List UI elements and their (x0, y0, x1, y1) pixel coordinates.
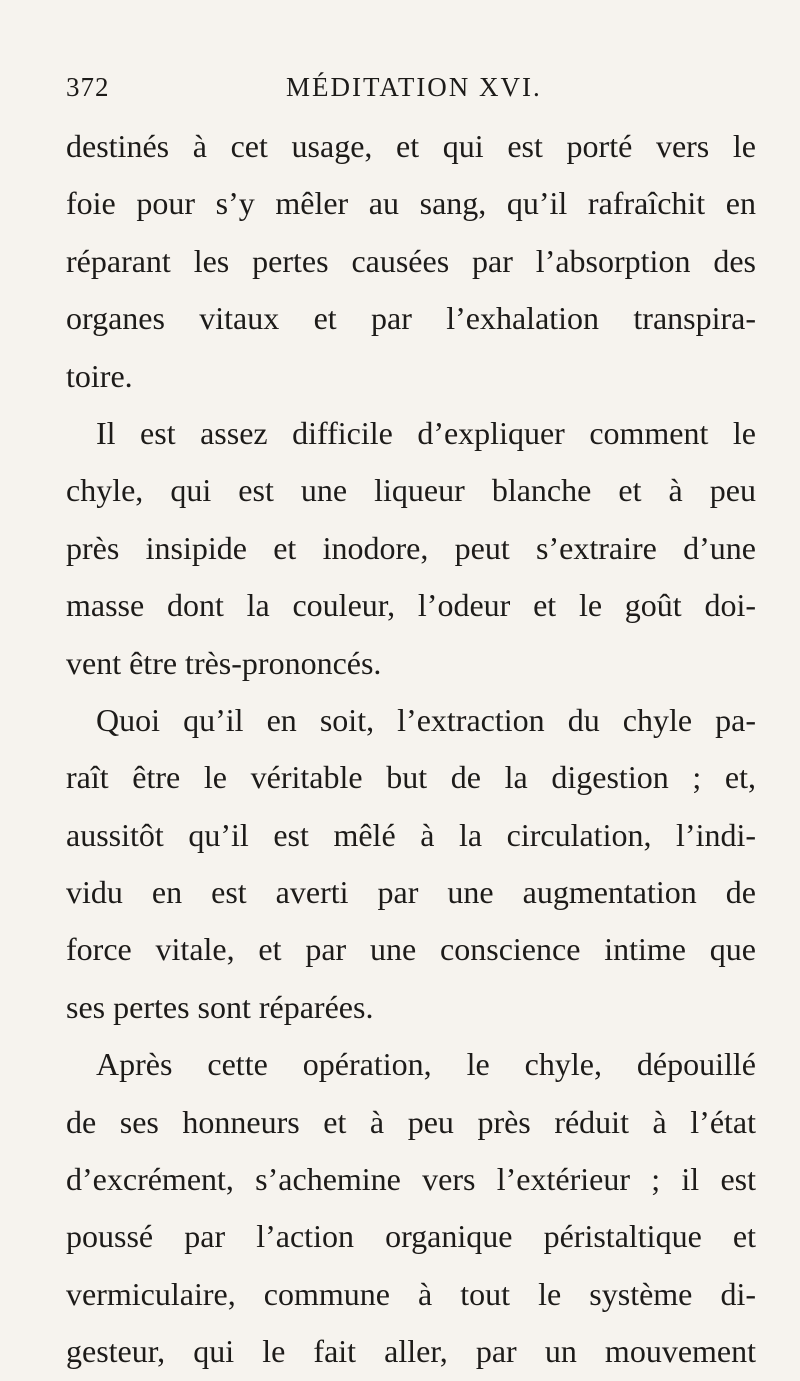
text-line: de ses honneurs et à peu près réduit à l’état (66, 1103, 756, 1140)
text-line: force vitale, et par une conscience intime que (66, 931, 756, 968)
text-line: raît être le véritable but de la digestion ; et, (66, 759, 756, 796)
text-line: organes vitaux et par l’exhalation transpira- (66, 300, 756, 337)
text-line: vermiculaire, commune à tout le système di- (66, 1275, 756, 1312)
text-line: poussé par l’action organique péristaltique et (66, 1218, 756, 1255)
text-line: masse dont la couleur, l’odeur et le goût doi- (66, 587, 756, 624)
text-line: d’excrément, s’achemine vers l’extérieur ; il est (66, 1161, 756, 1198)
running-title: MÉDITATION XVI. (286, 72, 542, 102)
text-line: vent être très-prononcés. (66, 644, 382, 681)
text-line: toire. (66, 357, 133, 394)
text-line: près insipide et inodore, peut s’extraire d’une (66, 529, 756, 566)
text-line: vidu en est averti par une augmentation de (66, 874, 756, 911)
text-line: Il est assez difficile d’expliquer comment le (96, 414, 756, 451)
text-line: destinés à cet usage, et qui est porté vers le (66, 128, 756, 164)
text-line: gesteur, qui le fait aller, par un mouvement (66, 1333, 756, 1370)
text-line: chyle, qui est une liqueur blanche et à peu (66, 472, 756, 509)
text-line: réparant les pertes causées par l’absorption des (66, 242, 756, 279)
text-line: ses pertes sont réparées. (66, 988, 374, 1025)
text-line: Quoi qu’il en soit, l’extraction du chyle pa- (96, 701, 756, 738)
text-line: aussitôt qu’il est mêlé à la circulation, l’indi- (66, 816, 756, 853)
running-head (66, 72, 746, 112)
text-line: Après cette opération, le chyle, dépouillé (96, 1046, 756, 1083)
body-text (66, 118, 756, 1381)
text-line: foie pour s’y mêler au sang, qu’il rafraîchit en (66, 185, 756, 222)
page-number: 372 (66, 72, 110, 102)
